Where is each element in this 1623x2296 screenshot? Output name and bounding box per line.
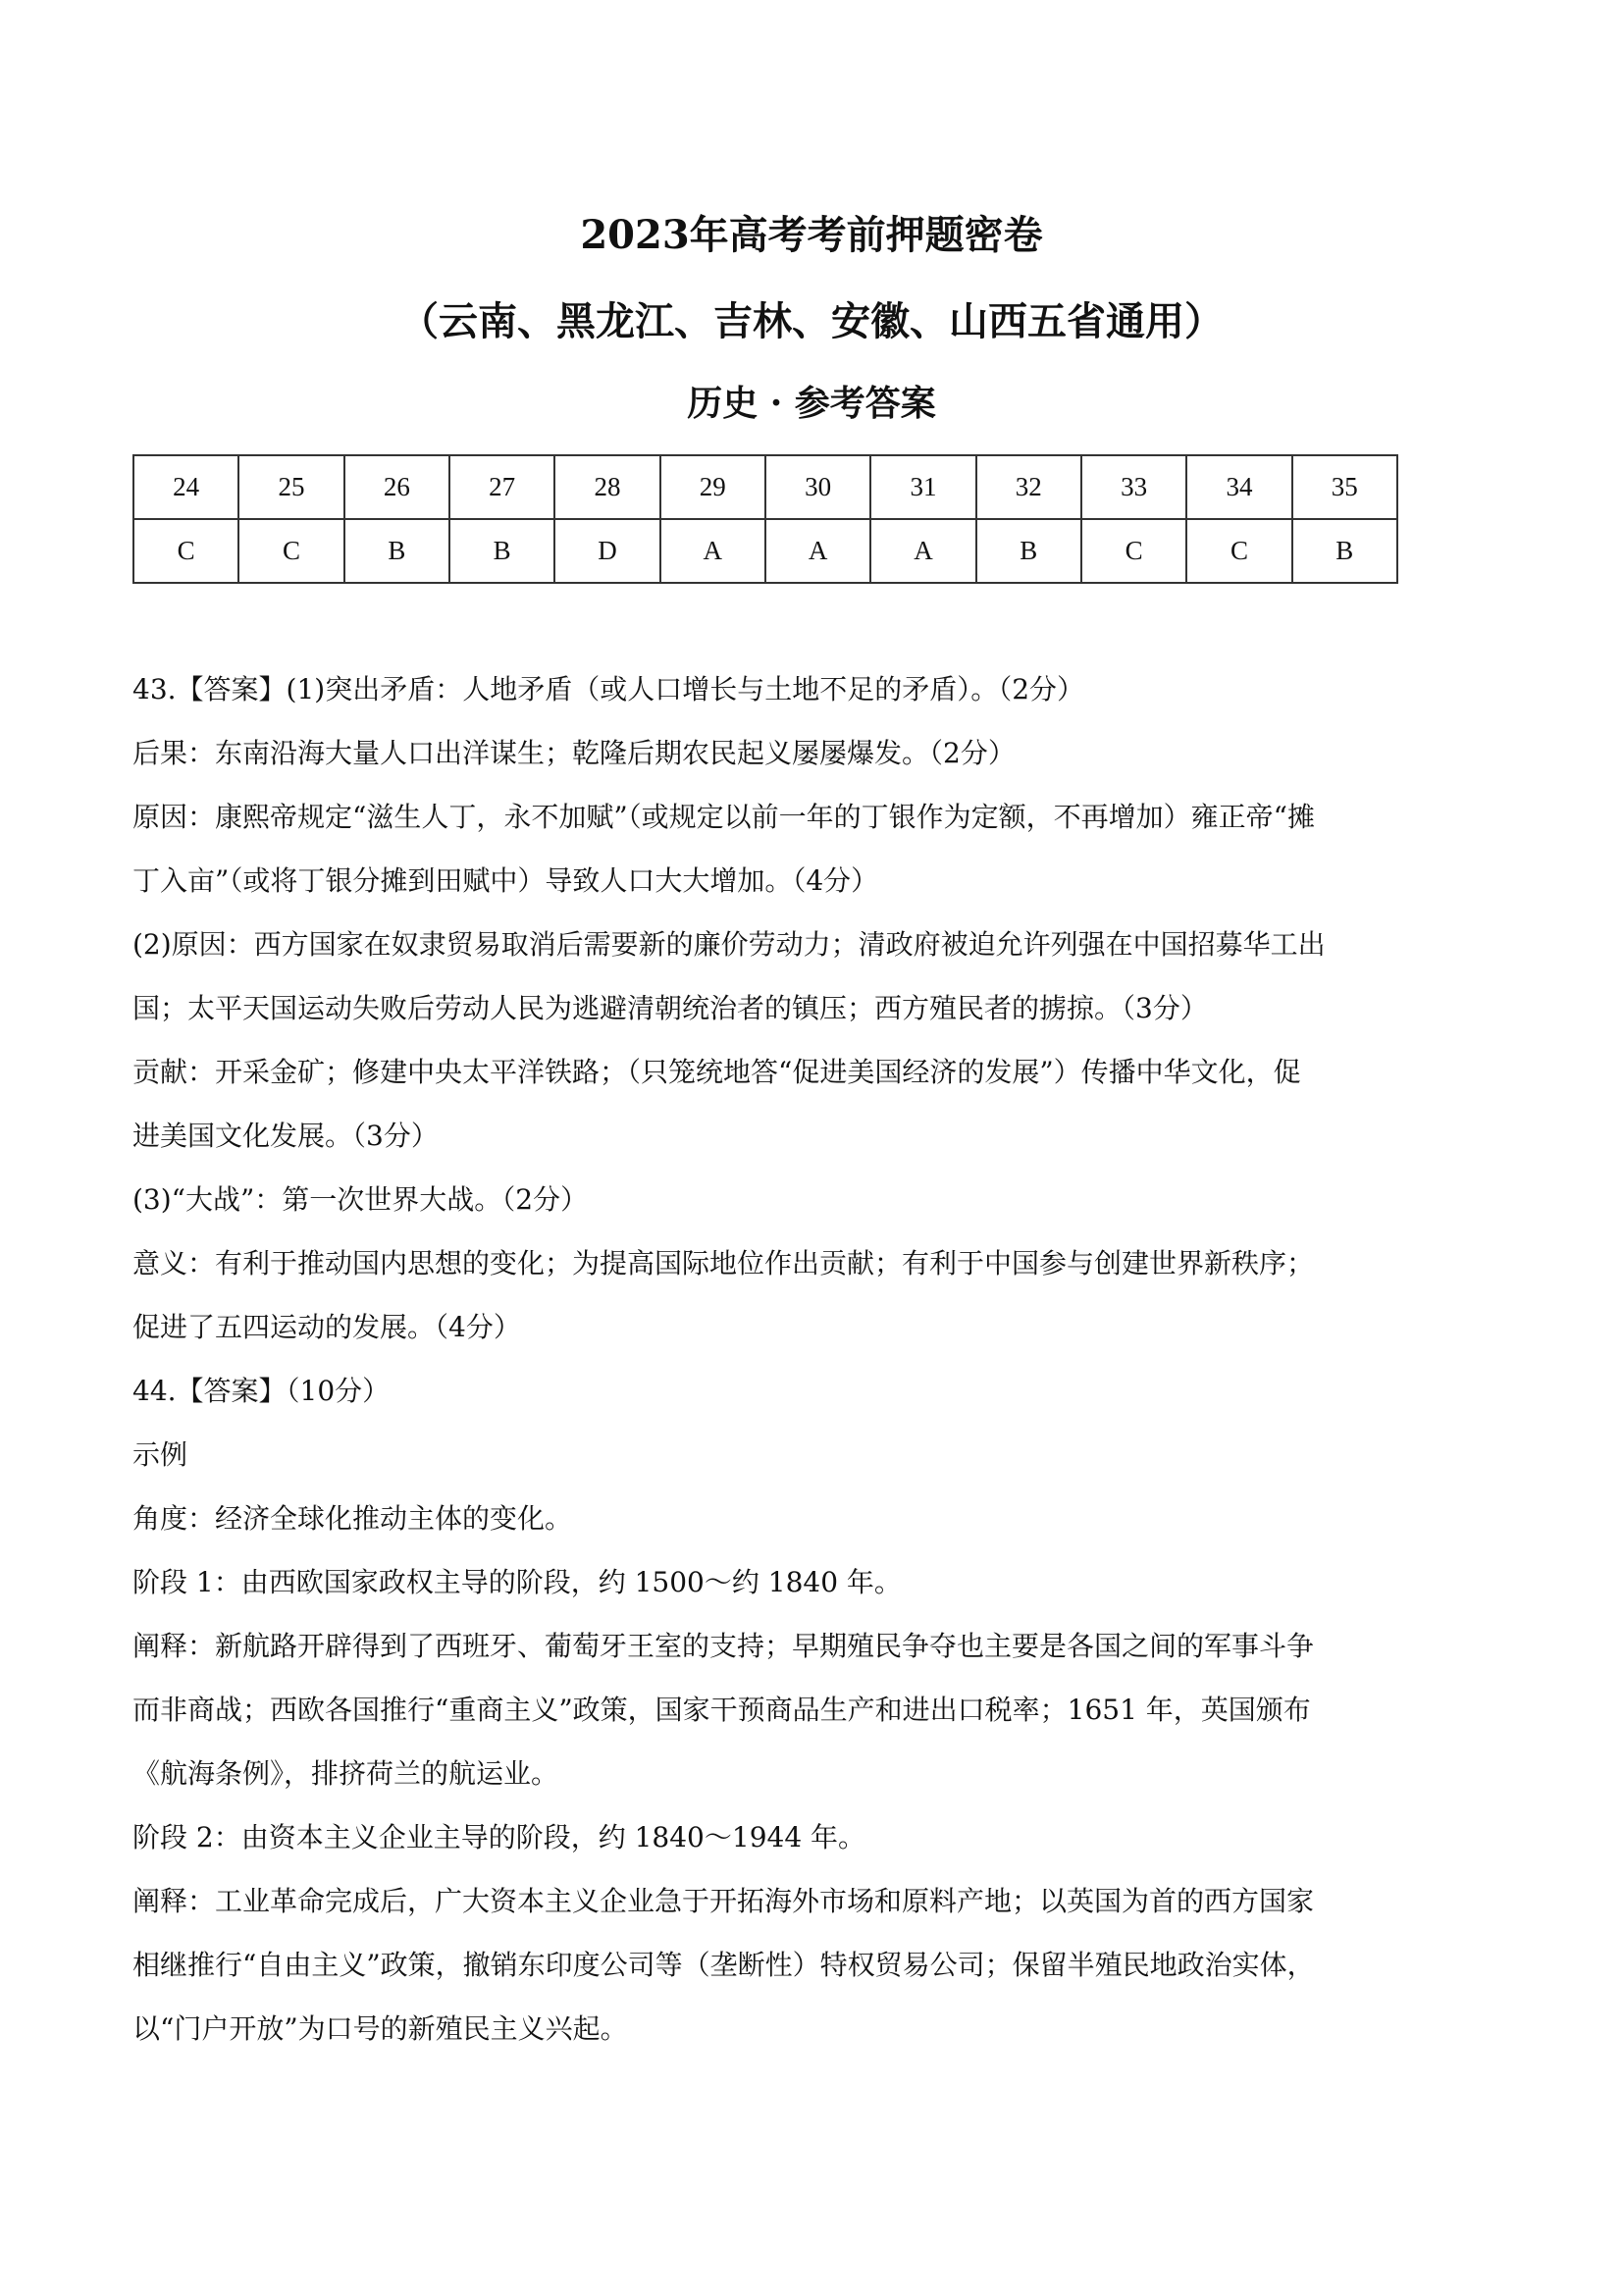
text-line: 相继推行“自由主义”政策，撤销东印度公司等（垄断性）特权贸易公司；保留半殖民地政治实体，	[132, 1949, 1315, 1981]
text-line: 促进了五四运动的发展。（4分）	[132, 1311, 521, 1343]
question-number-cell: 30	[765, 455, 870, 519]
answer-cell: C	[1186, 519, 1291, 583]
text-line: 丁入亩”（或将丁银分摊到田赋中）导致人口大大增加。（4分）	[132, 864, 879, 897]
answer-cell: A	[870, 519, 975, 583]
question-number-cell: 25	[238, 455, 343, 519]
answer-cell: D	[554, 519, 659, 583]
answer-cell: B	[344, 519, 449, 583]
answer-cell: B	[1292, 519, 1397, 583]
question-number-cell: 27	[449, 455, 554, 519]
text-line: 以“门户开放”为口号的新殖民主义兴起。	[132, 2012, 628, 2045]
text-line: 后果：东南沿海大量人口出洋谋生；乾隆后期农民起义屡屡爆发。（2分）	[132, 737, 1016, 769]
question-number-cell: 35	[1292, 455, 1397, 519]
answer-cell: A	[660, 519, 765, 583]
answer-cell: B	[976, 519, 1081, 583]
question-number-cell: 32	[976, 455, 1081, 519]
answer-cell: C	[1081, 519, 1186, 583]
text-line: 意义：有利于推动国内思想的变化；为提高国际地位作出贡献；有利于中国参与创建世界新秩序；	[132, 1247, 1315, 1279]
answer-table	[132, 454, 1398, 584]
answer-cell: B	[449, 519, 554, 583]
subject-heading: 历史 · 参考答案	[687, 383, 936, 424]
text-line: 贡献：开采金矿；修建中央太平洋铁路；（只笼统地答“促进美国经济的发展”）传播中华文化，促	[132, 1056, 1301, 1088]
question-number-cell: 31	[870, 455, 975, 519]
text-line: 国；太平天国运动失败后劳动人民为逃避清朝统治者的镇压；西方殖民者的掳掠。（3分）	[132, 992, 1208, 1024]
answer-cell: A	[765, 519, 870, 583]
text-line: 示例	[132, 1438, 188, 1471]
question-number-cell: 24	[133, 455, 238, 519]
text-line: 角度：经济全球化推动主体的变化。	[132, 1502, 573, 1535]
document-title: 2023年高考考前押题密卷	[580, 212, 1043, 258]
answer-cell: C	[238, 519, 343, 583]
question-number-cell: 28	[554, 455, 659, 519]
text-line: 阶段 1：由西欧国家政权主导的阶段，约 1500～约 1840 年。	[132, 1566, 902, 1598]
question-number-row	[133, 455, 1397, 519]
text-line: 阶段 2：由资本主义企业主导的阶段，约 1840～1944 年。	[132, 1821, 866, 1853]
text-line: 44.【答案】（10分）	[132, 1375, 391, 1407]
text-line: 原因：康熙帝规定“滋生人丁，永不加赋”（或规定以前一年的丁银作为定额，不再增加）雍正帝“摊	[132, 801, 1315, 833]
text-line: 而非商战；西欧各国推行“重商主义”政策，国家干预商品生产和进出口税率；1651 年，英国颁布	[132, 1694, 1311, 1726]
text-line: 进美国文化发展。（3分）	[132, 1120, 439, 1152]
text-line: (3)“大战”：第一次世界大战。（2分）	[132, 1183, 589, 1216]
answer-row	[133, 519, 1397, 583]
question-number-cell: 29	[660, 455, 765, 519]
answer-cell: C	[133, 519, 238, 583]
document-subtitle: （云南、黑龙江、吉林、安徽、山西五省通用）	[399, 298, 1224, 344]
text-line: 阐释：工业革命完成后，广大资本主义企业急于开拓海外市场和原料产地；以英国为首的西方国家	[132, 1885, 1315, 1917]
question-number-cell: 33	[1081, 455, 1186, 519]
text-line: 《航海条例》，排挤荷兰的航运业。	[132, 1757, 559, 1790]
question-number-cell: 34	[1186, 455, 1291, 519]
text-line: 阐释：新航路开辟得到了西班牙、葡萄牙王室的支持；早期殖民争夺也主要是各国之间的军事斗争	[132, 1630, 1315, 1662]
text-line: 43.【答案】(1)突出矛盾：人地矛盾（或人口增长与土地不足的矛盾）。（2分）	[132, 673, 1085, 705]
answer-explanations	[132, 657, 1398, 2061]
question-number-cell: 26	[344, 455, 449, 519]
text-line: (2)原因：西方国家在奴隶贸易取消后需要新的廉价劳动力；清政府被迫允许列强在中国招募华工出	[132, 928, 1326, 961]
